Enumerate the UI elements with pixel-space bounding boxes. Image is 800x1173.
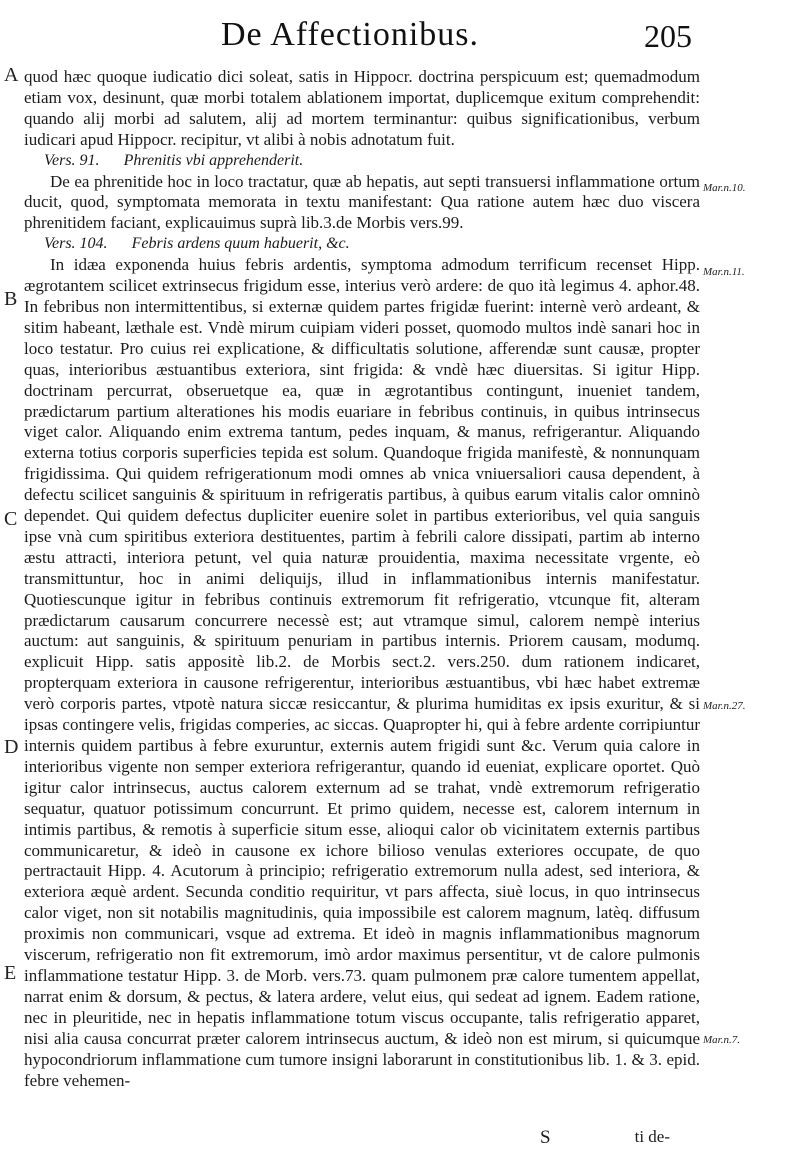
paragraph-opening: quod hæc quoque iudicatio dici soleat, satis in Hippocr. doctrina perspicuum est; quemadmodum etiam vox, desinunt, quæ morbi totalem ablationem importat, duplicemque exitum comprehendit: quando alij morbi ad salutem, alij ad mortem terminantur: quibus significationibus, verbum iudicari apud Hippocr. recipitur, vt alibi à nobis adnotatum fuit. <box>24 67 700 149</box>
verse-reference: Vers. 104. <box>44 235 108 253</box>
verse-text: Febris ardens quum habuerit, &c. <box>131 235 350 253</box>
main-text-block <box>24 67 700 1091</box>
verse-text: Phrenitis vbi apprehenderit. <box>123 151 304 169</box>
verse-heading <box>24 151 700 172</box>
page-number: 205 <box>644 18 692 54</box>
catchword: ti de- <box>634 1127 670 1146</box>
section-letter-d: D <box>4 736 19 758</box>
verse-reference: Vers. 91. <box>44 151 100 169</box>
verse-heading <box>24 234 700 255</box>
signature-mark: S <box>540 1127 551 1148</box>
section-letter-e: E <box>4 962 17 984</box>
margin-note: Mar.n.11. <box>703 266 745 278</box>
paragraph-phrenitis: De ea phrenitide hoc in loco tractatur, quæ ab hepatis, aut septi transuersi inflammatione ortum ducit, quod, symptomata memorata in textu manifestant: Qua ratione autem hæc duo viscera phrenitidem faciant, explicauimus suprà lib.3.de Morbis vers.99. <box>24 171 700 233</box>
section-letter-a: A <box>4 64 19 86</box>
running-header-title: De Affectionibus. <box>220 16 480 53</box>
margin-note: Mar.n.7. <box>703 1034 740 1046</box>
section-letter-b: B <box>4 288 18 310</box>
paragraph-febris-ardens: In idæa exponenda huius febris ardentis, symptoma admodum terrificum recenset Hipp. ægrotantem scilicet extrinsecus frigidum esse, interius verò ardere: de quo ità legimus 4. aphor.48. In febribus non intermittentibus, si externæ quidem partes frigidæ fuerint: internè verò ardeant, & sitim habeant, læthale est. Vndè mirum cuipiam videri posset, quomodo multos indè sanari hoc in loco testatur. Pro cuius rei explicatione, & difficultatis solutione, afferendæ sunt causæ, propter quas, interioribus æstuantibus exteriora, sint frigida: & vndè hæc diuersitas. Si igitur Hipp. doctrinam percurrat, obseruetque ea, quæ in ægrotantibus contingunt, inueniet tandem, prædictarum partium alterationes his modis euariare in febribus continuis, in quibus intrinsecus viget calor. Aliquando enim extrema tantum, pedes inquam, & manus, refrigerantur. Aliquando externa totius corporis superficies tepida est solum. Quandoque frigida manifestè, & nonnunquam frigidissima. Qui quidem refrigerationum modi omnes ab vnica vniuersaliori causa dependent, à defectu scilicet sanguinis & spirituum in refrigeratis partibus, à quibus earum vitalis calor omninò dependet. Qui quidem defectus dupliciter euenire solet in partibus exterioribus, vel quia sanguis ipse vnà cum spiritibus exteriora destituentes, partim à febrili calore dissipati, partim ab interno æstu attracti, interiora petunt, vel quia naturæ prouidentia, maxima necessitate vrgente, eò transmittuntur, hoc in animi deliquijs, illud in inflammationibus internis manifestatur. Quotiescunque igitur in febribus continuis extremorum fit refrigeratio, vtcunque fit, alteram prædictarum causarum concurrere necessè est; aut vtramque simul, calorem nempè interius auctum: aut sanguinis, & spirituum penuriam in partibus internis. Priorem causam, modumq. explicuit Hipp. satis appositè lib.2. de Morbis sect.2. vers.250. dum rationem indicaret, propterquam exteriora in causone refrigerentur, interioribus æstuantibus, vbi hæc habet extremæ verò corporis partes, vtpotè natura siccæ resiccantur, & plurima humiditas ex ipsis exuritur, & si ipsas contingere velis, frigidas comperies, ac siccas. Quapropter hi, qui à febre ardente corripiuntur internis quidem partibus à febre exuruntur, externis autem frigidi sunt &c. Verum quia calore in interioribus vigente non semper exteriora refrigerantur, quando id eueniat, explicare oportet. Quò igitur calor intrinsecus, auctus calorem externum ad se trahat, vndè extremorum refrigeratio sequatur, quatuor potissimum concurrunt. Et primo quidem, necesse est, calorem internum in intimis partibus, & remotis à superficie situm esse, alioqui calor ob vicinitatem externis partibus communicaretur, & ideò in causone ex ichore bilioso venulas exteriores occupate, de quo pertractauit Hipp. 4. Acutorum à principio; refrigeratio extremorum nulla adest, sed interiora, & exteriora æquè ardent. Secunda conditio requiritur, vt pars affecta, siuè locus, in quo intrinsecus calor viget, non sit notabilis magnitudinis, quia impossibile est calorem magnum, latèq. diffusum proximis non communicari, vsque ad extrema. Et ideò in magnis inflammationibus magnorum viscerum, refrigeratio non fit extremorum, imò ardor maximus persentitur, vt de calore pulmonis inflammatione testatur Hipp. 3. de Morb. vers.73. quam pulmonem præ calore tumentem appellat, narrat enim & dorsum, & pectus, & latera ardere, velut eius, qui sedeat ad ignem. Eadem ratione, nec in pleuritide, nec in hepatis inflammatione totum viscus occupante, talis refrigeratio apparet, nisi alia causa concurrat præter calorem intrinsecus auctum, & ideò non est mirum, si quicumque hypocondriorum inflammatione cum tumore insigni laborarunt in constitutionibus lib. 1. & 3. epid. febre vehemen- <box>24 255 700 1090</box>
margin-note: Mar.n.27. <box>703 700 746 712</box>
margin-note: Mar.n.10. <box>703 182 746 194</box>
section-letter-c: C <box>4 508 18 530</box>
